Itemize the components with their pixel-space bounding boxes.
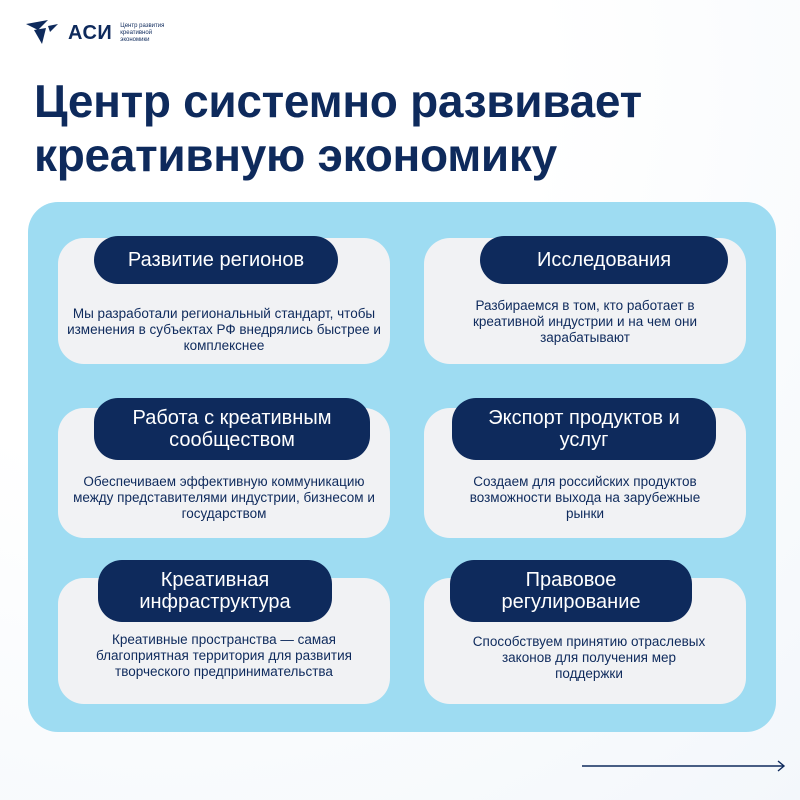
card-export-heading: Экспорт продуктов и услуг [452, 398, 716, 460]
logo-subtitle: Центр развития креативной экономики [120, 22, 165, 43]
card-legal-text: Способствуем принятию отраслевых законов для получения мер поддержки [472, 634, 706, 681]
card-community-heading: Работа с креативным сообществом [94, 398, 370, 460]
logo-mark-icon [24, 18, 64, 48]
logo-name: АСИ [68, 21, 113, 44]
card-legal-heading: Правовое регулирование [450, 560, 692, 622]
arrow-right-icon[interactable] [582, 760, 788, 772]
card-community-text: Обеспечиваем эффективную коммуникацию между представителями индустрии, бизнесом и государством [73, 474, 375, 521]
card-infrastructure-text: Креативные пространства — самая благоприятная территория для развития творческого предпринимательства [96, 632, 352, 679]
card-research-text: Разбираемся в том, кто работает в креативной индустрии и на чем они зарабатывают [472, 298, 698, 345]
card-regions-text: Мы разработали региональный стандарт, чтобы изменения в субъектах РФ внедрялись быстрее и комплекснее [67, 306, 381, 353]
card-regions-heading: Развитие регионов [94, 236, 338, 284]
card-infrastructure-heading: Креативная инфраструктура [98, 560, 332, 622]
page-title: Центр системно развивает креативную экономику [34, 75, 642, 181]
card-export-text: Создаем для российских продуктов возможности выхода на зарубежные рынки [469, 474, 701, 521]
logo [24, 18, 176, 48]
card-research-heading: Исследования [480, 236, 728, 284]
